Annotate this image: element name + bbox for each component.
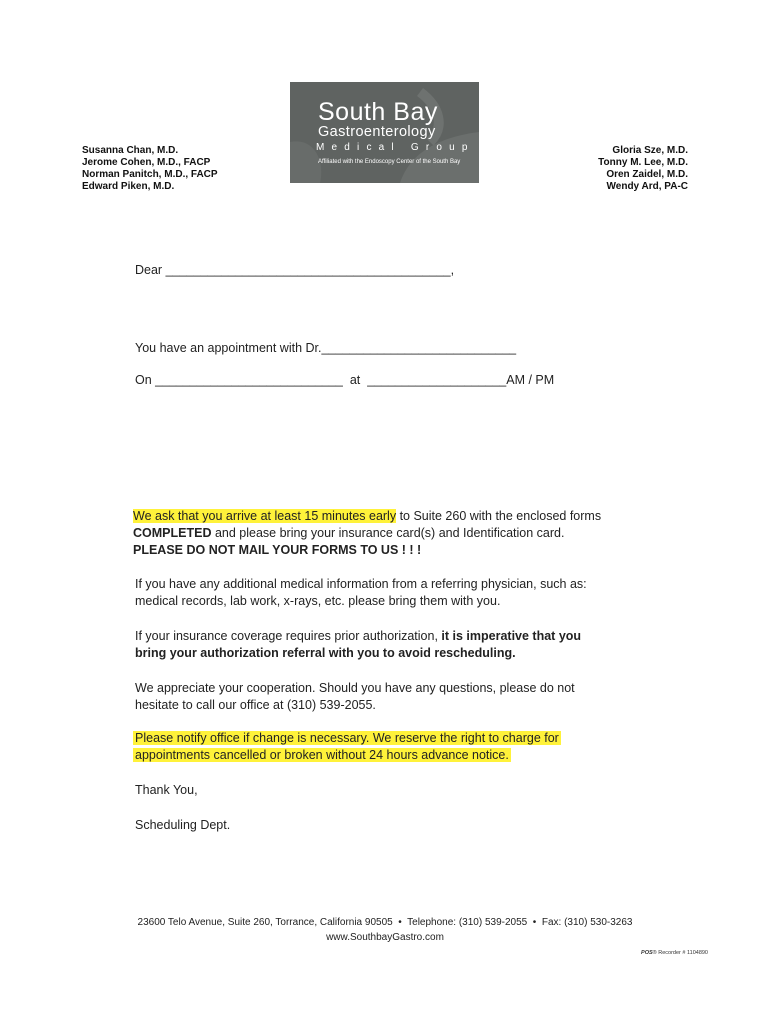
- doctor-name: Edward Piken, M.D.: [82, 181, 175, 192]
- signature: Scheduling Dept.: [135, 818, 231, 832]
- no-mail-warning: PLEASE DO NOT MAIL YOUR FORMS TO US ! ! !: [133, 543, 422, 557]
- footer-website: www.SouthbayGastro.com: [326, 932, 444, 943]
- doctor-name: Tonny M. Lee, M.D.: [598, 157, 688, 168]
- logo-line-3: Medical Group: [316, 142, 475, 153]
- paragraph-cancellation: [133, 730, 595, 764]
- recorder-brand: POS: [641, 950, 653, 956]
- doctor-name: Norman Panitch, M.D., FACP: [82, 169, 218, 180]
- highlight-cancellation: Please notify office if change is necessary. We reserve the right to charge for appointments cancelled or broken without 24 hours advance notice.: [135, 731, 559, 762]
- paragraph-arrival: We ask that you arrive at least 15 minutes early to Suite 260 with the enclosed forms COMPLETED and please bring your insurance card(s) and Identification card. PLEASE DO NOT MAIL YOUR FORMS TO US ! ! !: [133, 509, 602, 557]
- doctor-name: Gloria Sze, M.D.: [612, 145, 688, 156]
- appointment-line: You have an appointment with Dr.____________________________: [135, 341, 517, 355]
- on-label: On: [135, 373, 152, 387]
- doctor-name: Oren Zaidel, M.D.: [606, 169, 688, 180]
- doctors-left: [82, 145, 218, 193]
- logo-line-1: South Bay: [318, 98, 438, 126]
- recorder-number: POS® Recorder # 1104890: [641, 950, 708, 956]
- paragraph-authorization: If your insurance coverage requires prior authorization, it is imperative that you bring your authorization referral with you to avoid rescheduling.: [135, 629, 582, 660]
- footer-address: 23600 Telo Avenue, Suite 260, Torrance, California 90505 • Telephone: (310) 539-2055 • Fax: (310) 530-3263: [137, 917, 633, 928]
- doctor-name: Wendy Ard, PA-C: [606, 181, 688, 192]
- closing: Thank You,: [135, 783, 198, 797]
- at-label: at: [349, 373, 361, 387]
- salutation: Dear _________________________________________,: [135, 263, 455, 277]
- logo-line-4: Affiliated with the Endoscopy Center of the South Bay: [318, 159, 461, 165]
- ampm-label: AM / PM: [506, 373, 555, 387]
- logo-line-2: Gastroenterology: [318, 124, 436, 140]
- date-time-line: [135, 372, 554, 389]
- paragraph-cooperation: We appreciate your cooperation. Should you have any questions, please do not hesitate to call our office at (310) 539-2055.: [135, 681, 575, 712]
- highlight-arrival: We ask that you arrive at least 15 minutes early: [133, 509, 397, 523]
- authorization-emphasis: it is imperative that you bring your authorization referral with you to avoid rescheduling.: [135, 629, 582, 660]
- doctor-name: Jerome Cohen, M.D., FACP: [82, 157, 211, 168]
- time-blank: ____________________: [367, 373, 507, 387]
- paragraph-medical-info: If you have any additional medical information from a referring physician, such as: medical records, lab work, x-rays, etc. please bring them with you.: [135, 577, 587, 608]
- completed-emphasis: COMPLETED: [133, 526, 212, 540]
- doctors-right: [598, 145, 688, 193]
- date-blank: ___________________________: [155, 373, 343, 387]
- doctor-name: Susanna Chan, M.D.: [82, 145, 179, 156]
- logo: [290, 82, 479, 183]
